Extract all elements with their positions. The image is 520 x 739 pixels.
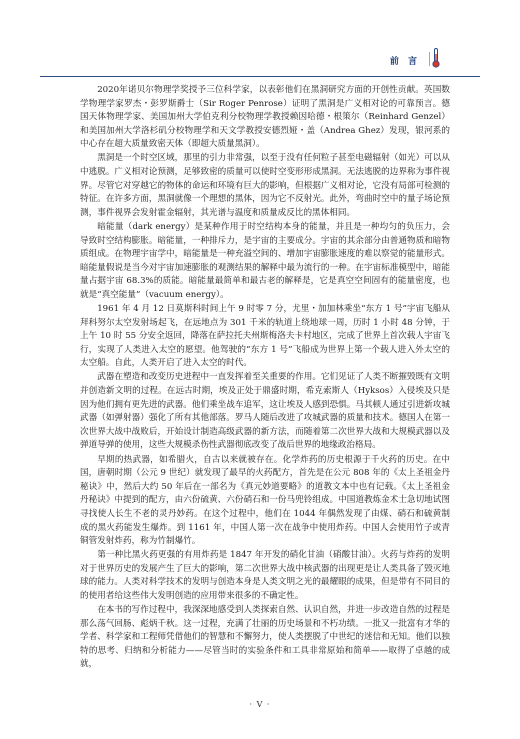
header-separator (429, 52, 430, 66)
header-rule (40, 76, 480, 77)
paragraph: 在本书的写作过程中，我深深地感受到人类探索自然、认识自然，并进一步改造自然的过程是那么荡气回肠、彪炳千秋。这一过程，充满了壮丽的历史场景和不朽功绩。一批又一批富有才华的学者、科学家和工程师凭借他们的智慧和不懈努力，使人类摆脱了中世纪的迷信和无知。他们以独特的思考、归纳和分析能力——尽管当时的实验条件和工具非常原始和简单——取得了卓越的成就， (80, 605, 450, 670)
page-number: · V · (249, 700, 271, 709)
paragraph: 第一种比黑火药更强的有用炸药是 1847 年开发的硝化甘油（硝酸甘油）。火药与炸药的发明对于世界历史的发展产生了巨大的影响，第二次世界大战中核武器的出现更是让人类具备了毁灭地球的能力。人类对科学技术的发明与创造本身是人类文明之光的最耀眼的成果，但是带有不同目的的使用者给这些伟大发明创造的应用带来很多的不确定性。 (80, 550, 450, 601)
paragraph: 2020年诺贝尔物理学奖授予三位科学家，以表彰他们在黑洞研究方面的开创性贡献。英国数学物理学家罗杰・彭罗斯爵士（Sir Roger Penrose）证明了黑洞是广义相对论的可靠预言。德国天体物理学家、美国加州大学伯克利分校物理学教授赖因哈德・根策尔（Reinhard Genzel）和美国加州大学洛杉矶分校物理学和天文学教授安德烈娅・盖（Andrea Ghez）发现，银河系的中心存在超大质量致密天体（即超大质量黑洞）。 (80, 85, 450, 150)
page-header (40, 52, 480, 74)
paragraph: 早期的热武器，如希腊火，自古以来就被存在。化学炸药的历史根源于千火药的历史。在中国，唐朝时期（公元 9 世纪）就发现了最早的火药配方，首先是在公元 808 年的《太上圣祖金丹秘诀》中，然后大约 50 年后在一部名为《真元妙道要略》的道教文本中也有记载。《太上圣祖金丹秘诀》中提到的配方，由六份硫黄、六份硝石和一份马兜铃组成。中国道教炼金术士急切地试图寻找使人长生不老的灵丹妙药。在这个过程中，他们在 1044 年偶然发现了由煤、硝石和硫黄制成的黑火药能发生爆炸。到 1161 年，中国人第一次在战争中使用炸药。中国人会使用竹子或青铜管发射炸药，称为竹制爆竹。 (80, 454, 450, 547)
section-title: 前 言 (389, 57, 420, 67)
paragraph: 黑洞是一个时空区域，那里的引力非常强，以至于没有任何粒子甚至电磁辐射（如光）可以从中逃脱。广义相对论预测，足够致密的质量可以使时空变形形成黑洞。无法逃脱的边界称为事件视界。尽管它对穿越它的物体的命运和环境有巨大的影响，但根据广义相对论，它没有局部可检测的特征。在许多方面，黑洞就像一个理想的黑体，因为它不反射光。此外，弯曲时空中的量子场论预测，事件视界会发射霍金辐射，其光谱与温度和质量成反比的黑体相同。 (80, 153, 450, 218)
paragraph: 暗能量（dark energy）是某种作用于时空结构本身的能量，并且是一种均匀的负压力，会导致时空结构膨胀。暗能量，一种排斥力，是宇宙的主要成分。宇宙的其余部分由普通物质和暗物质组成。在物理宇宙学中，暗能量是一种充溢空间的、增加宇宙膨胀速度的难以察觉的能量形式。暗能量假说是当今对宇宙加速膨胀的观测结果的解释中最为流行的一种。在宇宙标准模型中，暗能量占据宇宙 68.3%的质能。暗能量最简单和最古老的解释是，它是真空空间固有的能量密度，也就是“真空能量”（vacuum energy）。 (80, 221, 450, 300)
paragraph: 1961 年 4 月 12 日莫斯科时间上午 9 时零 7 分，尤里・加加林乘坐“东方 1 号”宇宙飞船从拜科努尔太空发射场起飞，在远地点为 301 千米的轨道上绕地球一周，历时 1 小时 48 分钟，于上午 10 时 55 分安全返回，降落在萨拉托夫州斯梅洛夫卡村地区，完成了世界上首次载人宇宙飞行，实现了人类进入太空的愿望。他驾驶的“东方 1 号”飞船成为世界上第一个载人进入外太空的太空船。自此，人类开启了进入太空的时代。 (80, 304, 450, 369)
preface-body (80, 84, 450, 673)
thermometer-icon (432, 48, 440, 68)
paragraph: 武器在塑造和改变历史进程中一直发挥着至关重要的作用。它们见证了人类不断摧毁既有文明并创造新文明的过程。在远古时期，埃及正处于鼎盛时期，希克索斯人（Hyksos）入侵埃及只是因为他们拥有更先进的武器。他们乘坐战车追军，这让埃及人感到恐惧。马其顿人通过引进新攻城武器（如弹射器）强化了所有其他部落。罗马人随后改进了攻城武器的质量和技术。德国人在第一次世界大战中战败后，开始设计制造高级武器的新方法，而随着第二次世界大战和大规模武器以及弹道导弹的使用，这些大规模杀伤性武器彻底改变了战后世界的地缘政治格局。 (80, 372, 450, 451)
